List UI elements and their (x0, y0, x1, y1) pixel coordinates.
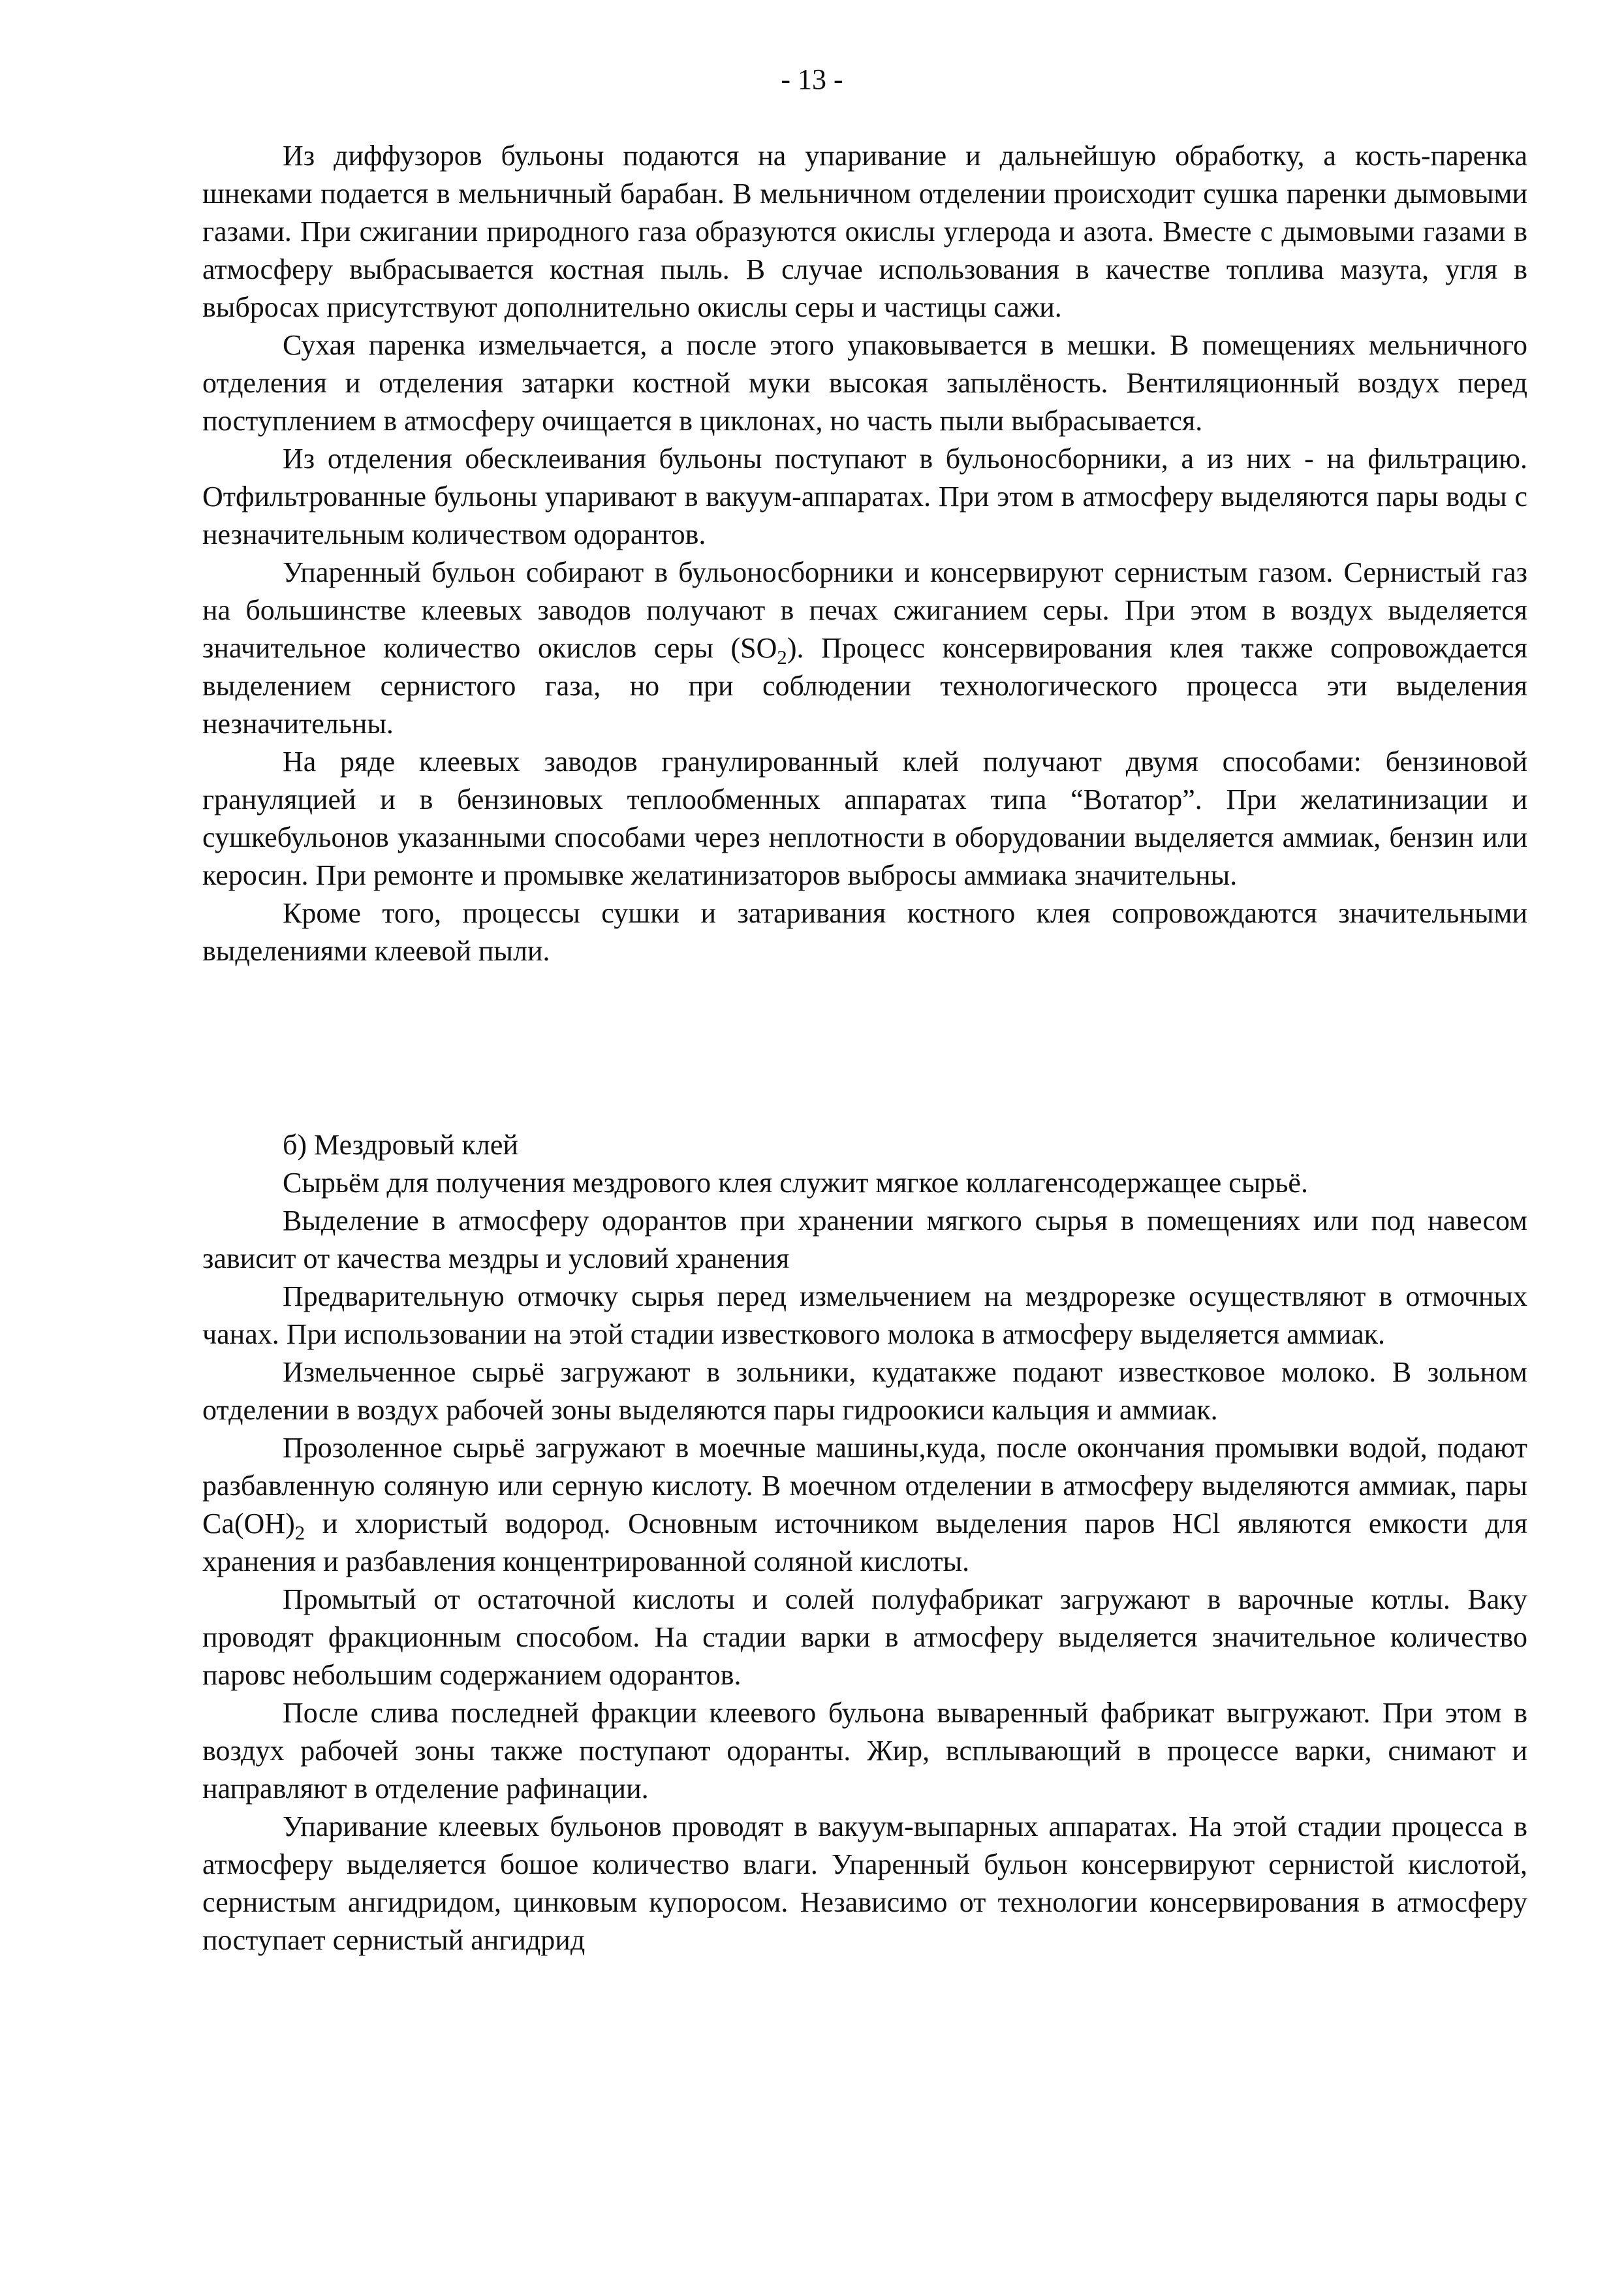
paragraph: Сырьём для получения мездрового клея служит мягкое коллагенсодержащее сырьё. (283, 1167, 1308, 1199)
bone-glue-section (202, 137, 1527, 970)
paragraph: Предварительную отмочку сырья перед измельчением на мездрорезке осуществляют в отмочных чанах. При использовании на этой стадии известкового молока в атмосферу выделяется аммиак. (202, 1280, 1527, 1350)
paragraph: Из диффузоров бульоны подаются на упаривание и дальнейшую обработку, а кость-паренка шнеками подается в мельничный барабан. В мельничном отделении происходит сушка паренки дымовыми газами. При сжигании природного газа образуются окислы углерода и азота. Вместе с дымовыми газами в атмосферу выбрасывается костная пыль. В случае использования в качестве топлива мазута, угля в выбросах присутствуют дополнительно окислы серы и частицы сажи. (202, 140, 1527, 323)
subscript: 2 (294, 1521, 305, 1544)
page-number: - 13 - (781, 63, 843, 95)
hide-glue-section (202, 1126, 1527, 1959)
paragraph: На ряде клеевых заводов гранулированный клей получают двумя способами: бензиновой грануляцией и в бензиновых теплообменных аппаратах типа “Вотатор”. При желатинизации и сушкебульонов указанными способами через неплотности в оборудовании выделяется аммиак, бензин или керосин. При ремонте и промывке желатинизаторов выбросы аммиака значительны. (202, 746, 1527, 891)
section-heading: б) Мездровый клей (283, 1129, 518, 1161)
subscript: 2 (777, 646, 787, 669)
paragraph-text: Прозоленное сырьё загружают в моечные машины,куда, после окончания промывки водой, подают разбавленную соляную или серную кислоту. В моечном отделении в атмосферу выделяются аммиак, пары Ca(OH) (202, 1432, 1527, 1540)
paragraph: После слива последней фракции клеевого бульона вываренный фабрикат выгружают. При этом в воздух рабочей зоны также поступают одоранты. Жир, всплывающий в процессе варки, снимают и направляют в отделение рафинации. (202, 1697, 1527, 1805)
paragraph-text: ). Процесс консервирования клея также сопровождается выделением сернистого газа, но при соблюдении технологического процесса эти выделения незначительны. (202, 632, 1528, 740)
paragraph (202, 1429, 1527, 1581)
paragraph-text: и хлористый водород. Основным источником выделения паров HCl являются емкости для хранения и разбавления концентрированной соляной кислоты. (202, 1508, 1527, 1577)
paragraph (202, 554, 1527, 743)
paragraph: Упаривание клеевых бульонов проводят в вакуум-выпарных аппаратах. На этой стадии процесса в атмосферу выделяется бошое количество влаги. Упаренный бульон консервируют сернистой кислотой, сернистым ангидридом, цинковым купоросом. Независимо от технологии консервирования в атмосферу поступает сернистый ангидрид (202, 1810, 1527, 1956)
paragraph: Выделение в атмосферу одорантов при хранении мягкого сырья в помещениях или под навесом зависит от качества мездры и условий хранения (202, 1205, 1527, 1274)
paragraph-text: Упаренный бульон собирают в бульоносборники и консервируют сернистым газом. Сернистый газ на большинстве клеевых заводов получают в печах сжиганием серы. При этом в воздух выделяется значительное количество окислов серы (SO (202, 556, 1527, 664)
paragraph: Промытый от остаточной кислоты и солей полуфабрикат загружают в варочные котлы. Ваку проводят фракционным способом. На стадии варки в атмосферу выделяется значительное количество паровс небольшим содержанием одорантов. (202, 1583, 1527, 1691)
paragraph: Измельченное сырьё загружают в зольники, кудатакже подают известковое молоко. В зольном отделении в воздух рабочей зоны выделяются пары гидроокиси кальция и аммиак. (202, 1356, 1527, 1426)
paragraph: Кроме того, процессы сушки и затаривания костного клея сопровождаются значительными выделениями клеевой пыли. (202, 897, 1527, 967)
paragraph: Из отделения обесклеивания бульоны поступают в бульоносборники, а из них - на фильтрацию. Отфильтрованные бульоны упаривают в вакуум-аппаратах. При этом в атмосферу выделяются пары воды с незначительным количеством одорантов. (202, 443, 1527, 550)
paragraph: Сухая паренка измельчается, а после этого упаковывается в мешки. В помещениях мельничного отделения и отделения затарки костной муки высокая запылёность. Вентиляционный воздух перед поступлением в атмосферу очищается в циклонах, но часть пыли выбрасывается. (202, 329, 1527, 437)
